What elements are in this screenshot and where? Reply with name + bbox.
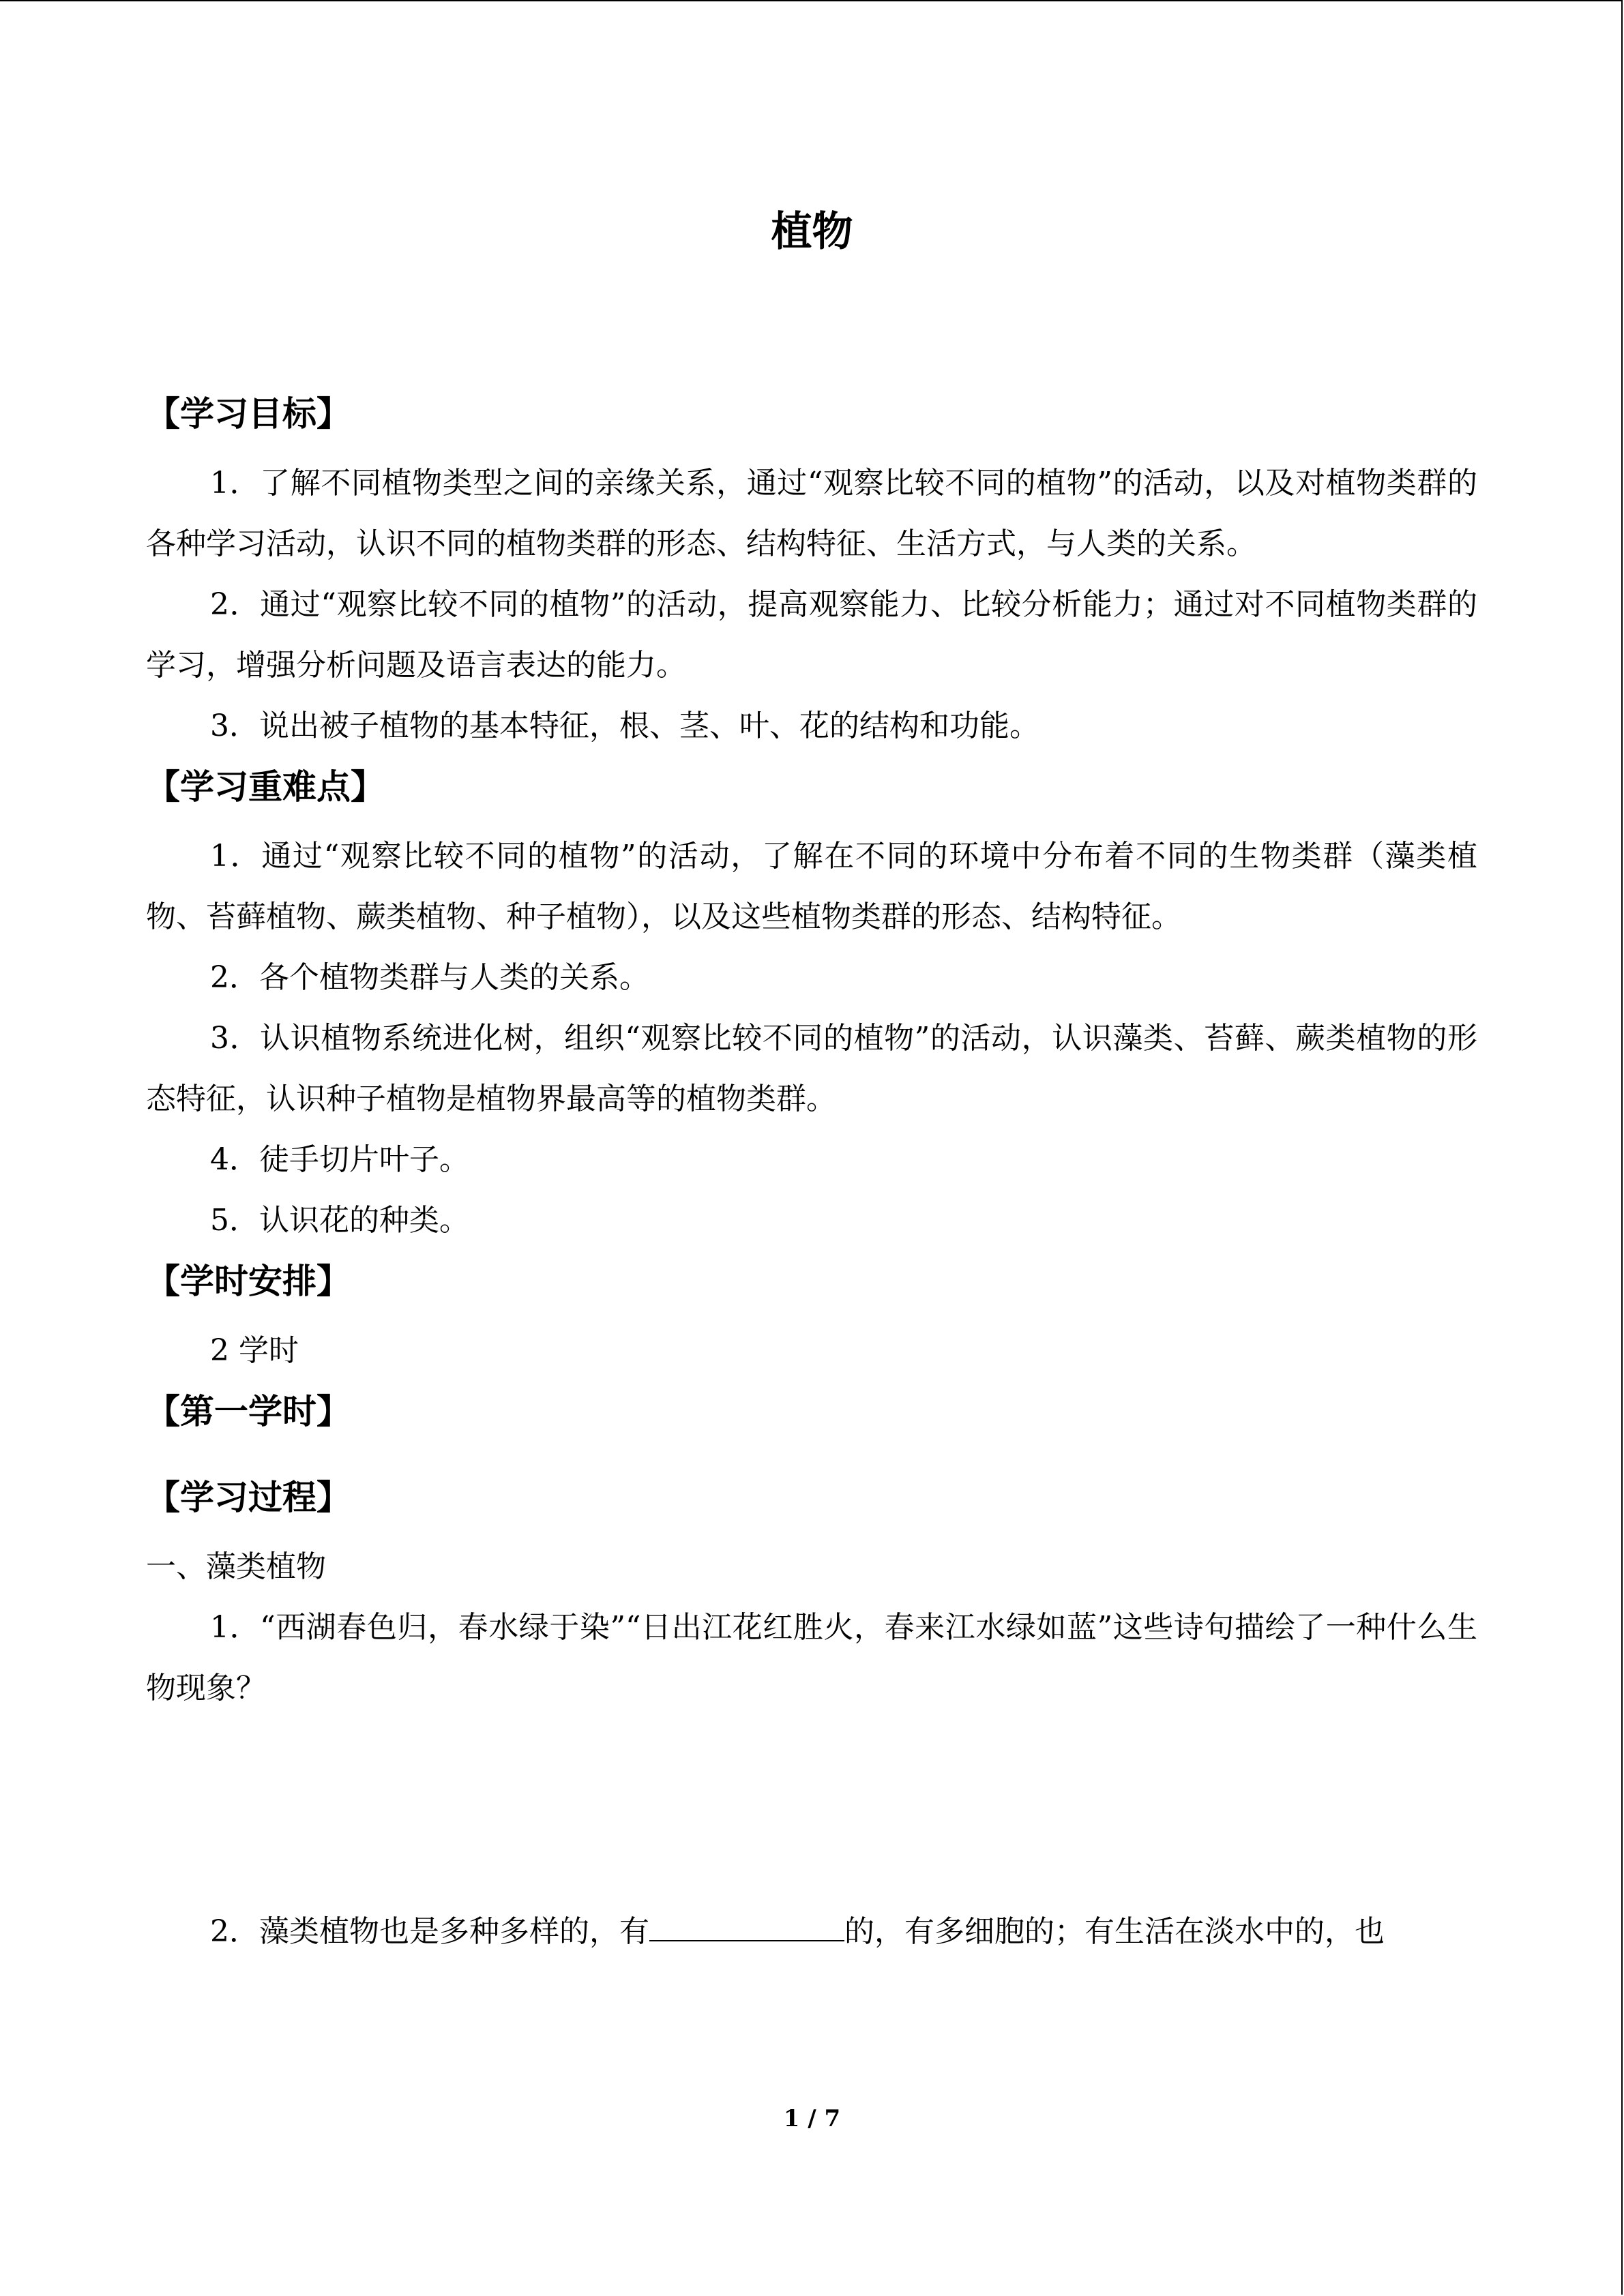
schedule-text: 2 学时 bbox=[210, 1333, 299, 1368]
answer-space bbox=[146, 1718, 1477, 1901]
key-point-item-4: 4．徒手切片叶子。 bbox=[210, 1142, 469, 1177]
process-heading: 【学习过程】 bbox=[146, 1478, 351, 1517]
objectives-heading: 【学习目标】 bbox=[146, 394, 351, 434]
question-2 bbox=[146, 1901, 1477, 1962]
objective-item-3: 3．说出被子植物的基本特征，根、茎、叶、花的结构和功能。 bbox=[210, 709, 1039, 743]
first-period-heading: 【第一学时】 bbox=[146, 1392, 351, 1431]
document-body bbox=[146, 383, 1477, 1962]
key-point-item-3: 3．认识植物系统进化树，组织“观察比较不同的植物”的活动，认识藻类、苔藓、蕨类植物的形态特征，认识种子植物是植物界最高等的植物类群。 bbox=[146, 1021, 1477, 1116]
fill-in-blank[interactable] bbox=[649, 1913, 844, 1941]
key-points-heading: 【学习重难点】 bbox=[146, 767, 385, 807]
question-1: 1．“西湖春色归，春水绿于染”“日出江花红胜火，春来江水绿如蓝”这些诗句描绘了一种什么生物现象？ bbox=[146, 1610, 1477, 1705]
key-point-item-2: 2．各个植物类群与人类的关系。 bbox=[210, 960, 649, 995]
question-2-after: 的，有多细胞的；有生活在淡水中的，也 bbox=[844, 1914, 1385, 1949]
objective-item-1: 1．了解不同植物类型之间的亲缘关系，通过“观察比较不同的植物”的活动，以及对植物类群的各种学习活动，认识不同的植物类群的形态、结构特征、生活方式，与人类的关系。 bbox=[146, 466, 1477, 561]
document-title: 植物 bbox=[771, 208, 853, 256]
algae-subheading: 一、藻类植物 bbox=[146, 1549, 326, 1584]
objective-item-2: 2．通过“观察比较不同的植物”的活动，提高观察能力、比较分析能力；通过对不同植物类群的学习，增强分析问题及语言表达的能力。 bbox=[146, 587, 1477, 683]
page-number: 1 / 7 bbox=[783, 2105, 841, 2132]
key-point-item-1: 1．通过“观察比较不同的植物”的活动，了解在不同的环境中分布着不同的生物类群（藻类植物、苔藓植物、蕨类植物、种子植物），以及这些植物类群的形态、结构特征。 bbox=[146, 839, 1477, 934]
key-point-item-5: 5．认识花的种类。 bbox=[210, 1203, 469, 1238]
question-2-before: 2．藻类植物也是多种多样的，有 bbox=[210, 1914, 649, 1949]
schedule-heading: 【学时安排】 bbox=[146, 1262, 351, 1301]
